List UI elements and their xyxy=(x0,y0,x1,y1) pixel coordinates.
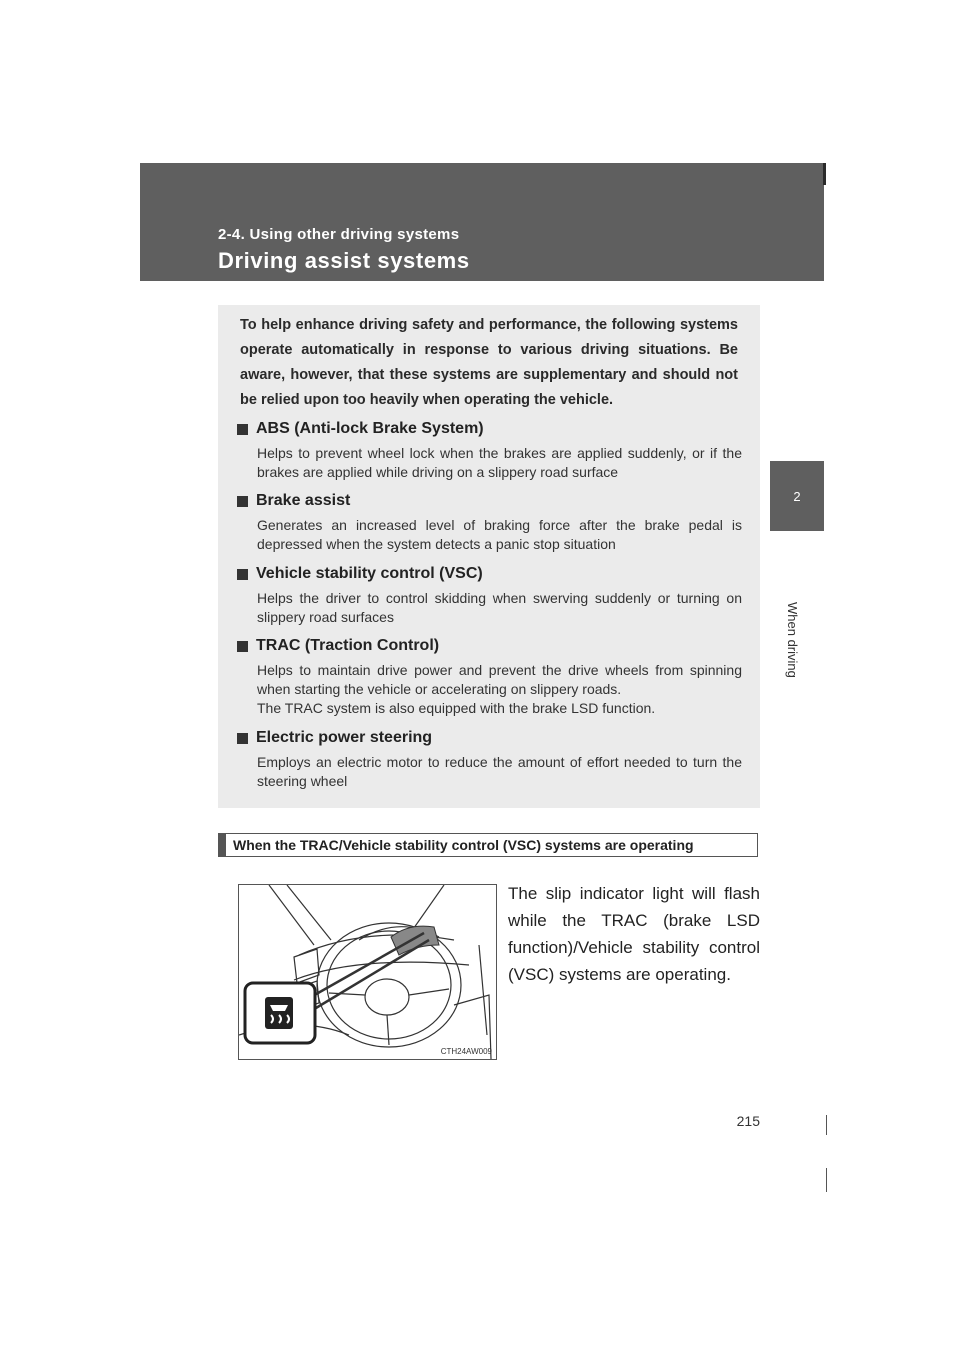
feature-power-steering xyxy=(237,727,742,791)
feature-description: Helps to prevent wheel lock when the brakes are applied suddenly, or if the brakes are applied while driving on a slippery road surface xyxy=(257,445,742,480)
chapter-tab xyxy=(770,461,824,531)
feature-title-text: Brake assist xyxy=(256,492,351,509)
feature-vsc xyxy=(237,563,742,627)
feature-title xyxy=(237,418,742,440)
square-bullet-icon xyxy=(237,733,248,744)
feature-title-text: Electric power steering xyxy=(256,729,433,746)
feature-title xyxy=(237,490,742,512)
feature-brake-assist xyxy=(237,490,742,554)
feature-title-text: Vehicle stability control (VSC) xyxy=(256,565,483,582)
feature-title-text: TRAC (Traction Control) xyxy=(256,637,440,654)
heading-bar xyxy=(219,834,226,856)
subsection-heading-text: When the TRAC/Vehicle stability control (VSC) systems are operating xyxy=(233,837,694,853)
feature-title-text: ABS (Anti-lock Brake System) xyxy=(256,420,484,437)
square-bullet-icon xyxy=(237,569,248,580)
feature-title xyxy=(237,635,742,657)
dashboard-illustration xyxy=(238,884,497,1060)
intro-text: To help enhance driving safety and performance, the following systems operate automatically in response to various driving situations. Be aware, however, that these systems are supplementary and should not be relied upon too heavily when operating the vehicle. xyxy=(240,317,738,408)
chapter-number: 2 xyxy=(793,488,801,504)
chapter-label: When driving xyxy=(785,602,800,678)
square-bullet-icon xyxy=(237,496,248,507)
intro-box xyxy=(218,305,760,808)
feature-title xyxy=(237,563,742,585)
subsection-heading xyxy=(218,833,758,857)
page-number: 215 xyxy=(736,1113,760,1129)
feature-description: Helps the driver to control skidding when swerving suddenly or turning on slippery road surfaces xyxy=(257,590,742,625)
figure-code: CTH24AW009 xyxy=(440,1047,492,1056)
square-bullet-icon xyxy=(237,641,248,652)
feature-description: Helps to maintain drive power and prevent the drive wheels from spinning when starting the vehicle or accelerating on slippery roads. xyxy=(257,662,742,697)
dashboard-drawing xyxy=(239,885,496,1059)
feature-abs xyxy=(237,418,742,482)
slip-indicator-icon xyxy=(265,997,293,1029)
body-paragraph: The slip indicator light will flash while the TRAC (brake LSD function)/Vehicle stability control (VSC) systems are operating. xyxy=(508,884,760,984)
section-label: 2-4. Using other driving systems xyxy=(218,226,460,243)
feature-description: Employs an electric motor to reduce the amount of effort needed to turn the steering wheel xyxy=(257,754,742,789)
feature-description-extra: The TRAC system is also equipped with the brake LSD function. xyxy=(257,700,656,716)
page-title: Driving assist systems xyxy=(218,248,470,273)
feature-title xyxy=(237,727,742,749)
margin-line xyxy=(826,1115,827,1135)
feature-trac xyxy=(237,635,742,718)
header-tick-mark xyxy=(823,163,826,185)
square-bullet-icon xyxy=(237,424,248,435)
feature-description: Generates an increased level of braking force after the brake pedal is depressed when the system detects a panic stop situation xyxy=(257,517,742,552)
margin-line xyxy=(826,1168,827,1192)
